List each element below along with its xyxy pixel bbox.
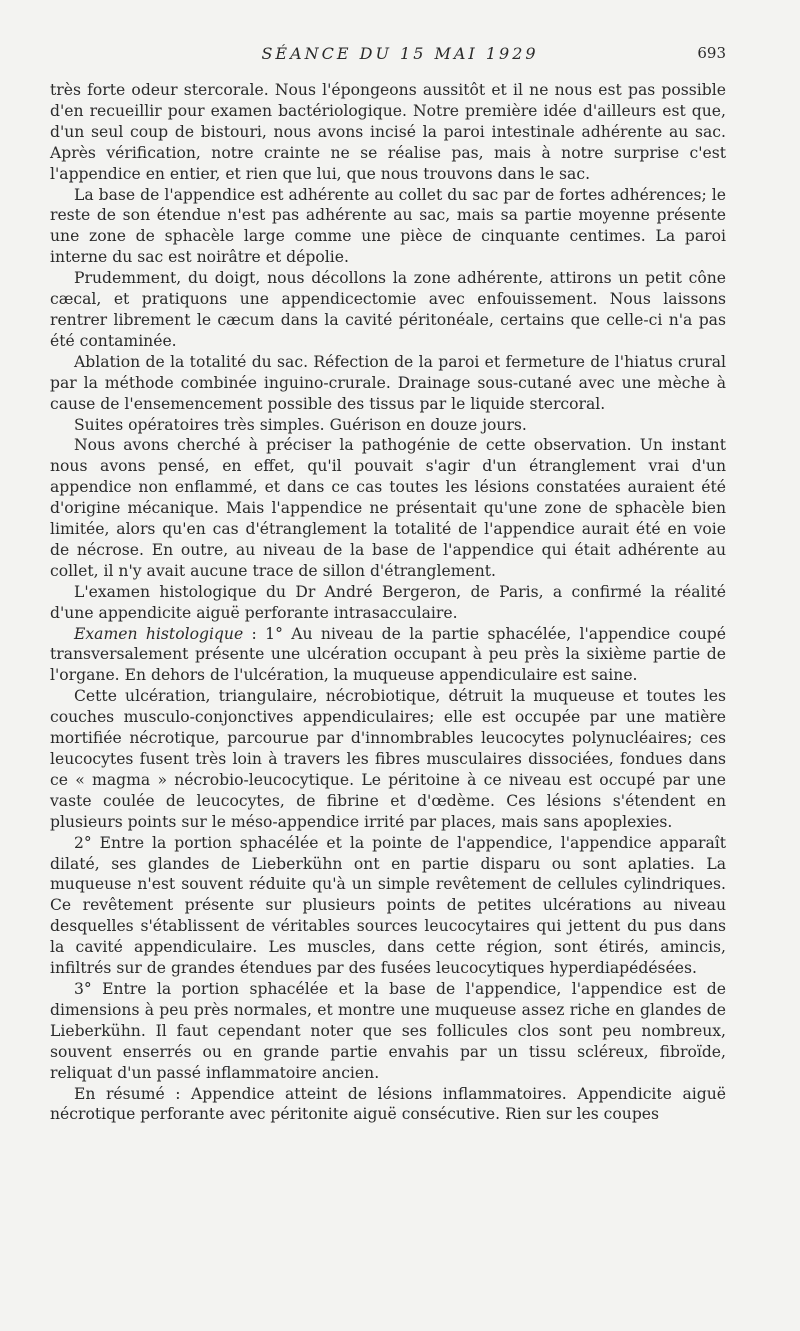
paragraph-5: Suites opératoires très simples. Guérison en douze jours. <box>74 415 527 434</box>
paragraph-11: 3° Entre la portion sphacélée et la base de l'appendice, l'appendice est de dimensions à peu près normales, et montre une muqueuse assez riche en glandes de Lieberkühn. Il faut cependant noter que ses follicules clos sont peu nombreux, souvent enserrés ou en grande partie envahis par un tissu scléreux, fibroïde, reliquat d'un passé inflammatoire ancien. <box>50 979 726 1082</box>
page-number: 693 <box>697 44 726 62</box>
paragraph-8-text: : 1° Au niveau de la partie sphacélée, l'appendice coupé transversalement présente une ulcération occupant à peu près la sixième partie de l'organe. En dehors de l'ulcération, la muqueuse appendiculaire est saine. <box>50 624 726 685</box>
body-text <box>50 80 726 1125</box>
paragraph-4: Ablation de la totalité du sac. Réfection de la paroi et fermeture de l'hiatus crural par la méthode combinée inguino-crurale. Drainage sous-cutané avec une mèche à cause de l'ensemencement possible des tissus par le liquide stercoral. <box>50 352 726 413</box>
paragraph-1: très forte odeur stercorale. Nous l'épongeons aussitôt et il ne nous est pas possible d'en recueillir pour examen bactériologique. Notre première idée d'ailleurs est que, d'un seul coup de bistouri, nous avons incisé la paroi intestinale adhérente au sac. Après vérification, notre crainte ne se réalise pas, mais à notre surprise c'est l'appendice en entier, et rien que lui, que nous trouvons dans le sac. <box>50 81 726 183</box>
paragraph-10: 2° Entre la portion sphacélée et la pointe de l'appendice, l'appendice apparaît dilaté, ses glandes de Lieberkühn ont en partie disparu ou sont aplaties. La muqueuse n'est souvent réduite qu'à un simple revêtement de cellules cylindriques. Ce revêtement présente sur plusieurs points de petites ulcérations au niveau desquelles s'établissent de véritables sources leucocytaires qui jettent du pus dans la cavité appendiculaire. Les muscles, dans cette région, sont étirés, amincis, infiltrés sur de grandes étendues par des fusées leucocytiques hyperdiapédésées. <box>50 833 726 978</box>
paragraph-3: Prudemment, du doigt, nous décollons la zone adhérente, attirons un petit cône cæcal, et pratiquons une appendicectomie avec enfouissement. Nous laissons rentrer librement le cæcum dans la cavité péritonéale, certains que celle-ci n'a pas été contaminée. <box>50 269 726 350</box>
running-header <box>0 42 800 66</box>
histology-heading: Examen histologique <box>74 624 244 643</box>
paragraph-6: Nous avons cherché à préciser la pathogénie de cette observation. Un instant nous avons pensé, en effet, qu'il pouvait s'agir d'un étranglement vrai d'un appendice non enflammé, et dans ce cas toutes les lésions constatées auraient été d'origine mécanique. Mais l'appendice ne présentait qu'une zone de sphacèle bien limitée, alors qu'en cas d'étranglement la totalité de l'appendice aurait été en voie de nécrose. En outre, au niveau de la base de l'appendice qui était adhérente au collet, il n'y avait aucune trace de sillon d'étranglement. <box>50 436 726 580</box>
paragraph-7: L'examen histologique du Dr André Bergeron, de Paris, a confirmé la réalité d'une appendicite aiguë perforante intrasacculaire. <box>50 582 726 622</box>
paragraph-2: La base de l'appendice est adhérente au collet du sac par de fortes adhérences; le reste de son étendue n'est pas adhérente au sac, mais sa partie moyenne présente une zone de sphacèle large comme une pièce de cinquante centimes. La paroi interne du sac est noirâtre et dépolie. <box>50 185 726 267</box>
paragraph-8 <box>50 624 726 687</box>
running-title: SÉANCE DU 15 MAI 1929 <box>261 44 539 63</box>
paragraph-9: Cette ulcération, triangulaire, nécrobiotique, détruit la muqueuse et toutes les couches musculo-conjonctives appendiculaires; elle est occupée par une matière mortifiée nécrotique, parcourue par d'innombrables leucocytes polynucléaires; ces leucocytes fusent très loin à travers les fibres musculaires dissociées, fondues dans ce « magma » nécrobio-leucocytique. Le péritoine à ce niveau est occupé par une vaste coulée de leucocytes, de fibrine et d'œdème. Ces lésions s'étendent en plusieurs points sur le méso-appendice irrité par places, mais sans apoplexies. <box>50 687 726 831</box>
paragraph-12: En résumé : Appendice atteint de lésions inflammatoires. Appendicite aiguë nécrotique perforante avec péritonite aiguë consécutive. Rien sur les coupes <box>50 1084 726 1124</box>
